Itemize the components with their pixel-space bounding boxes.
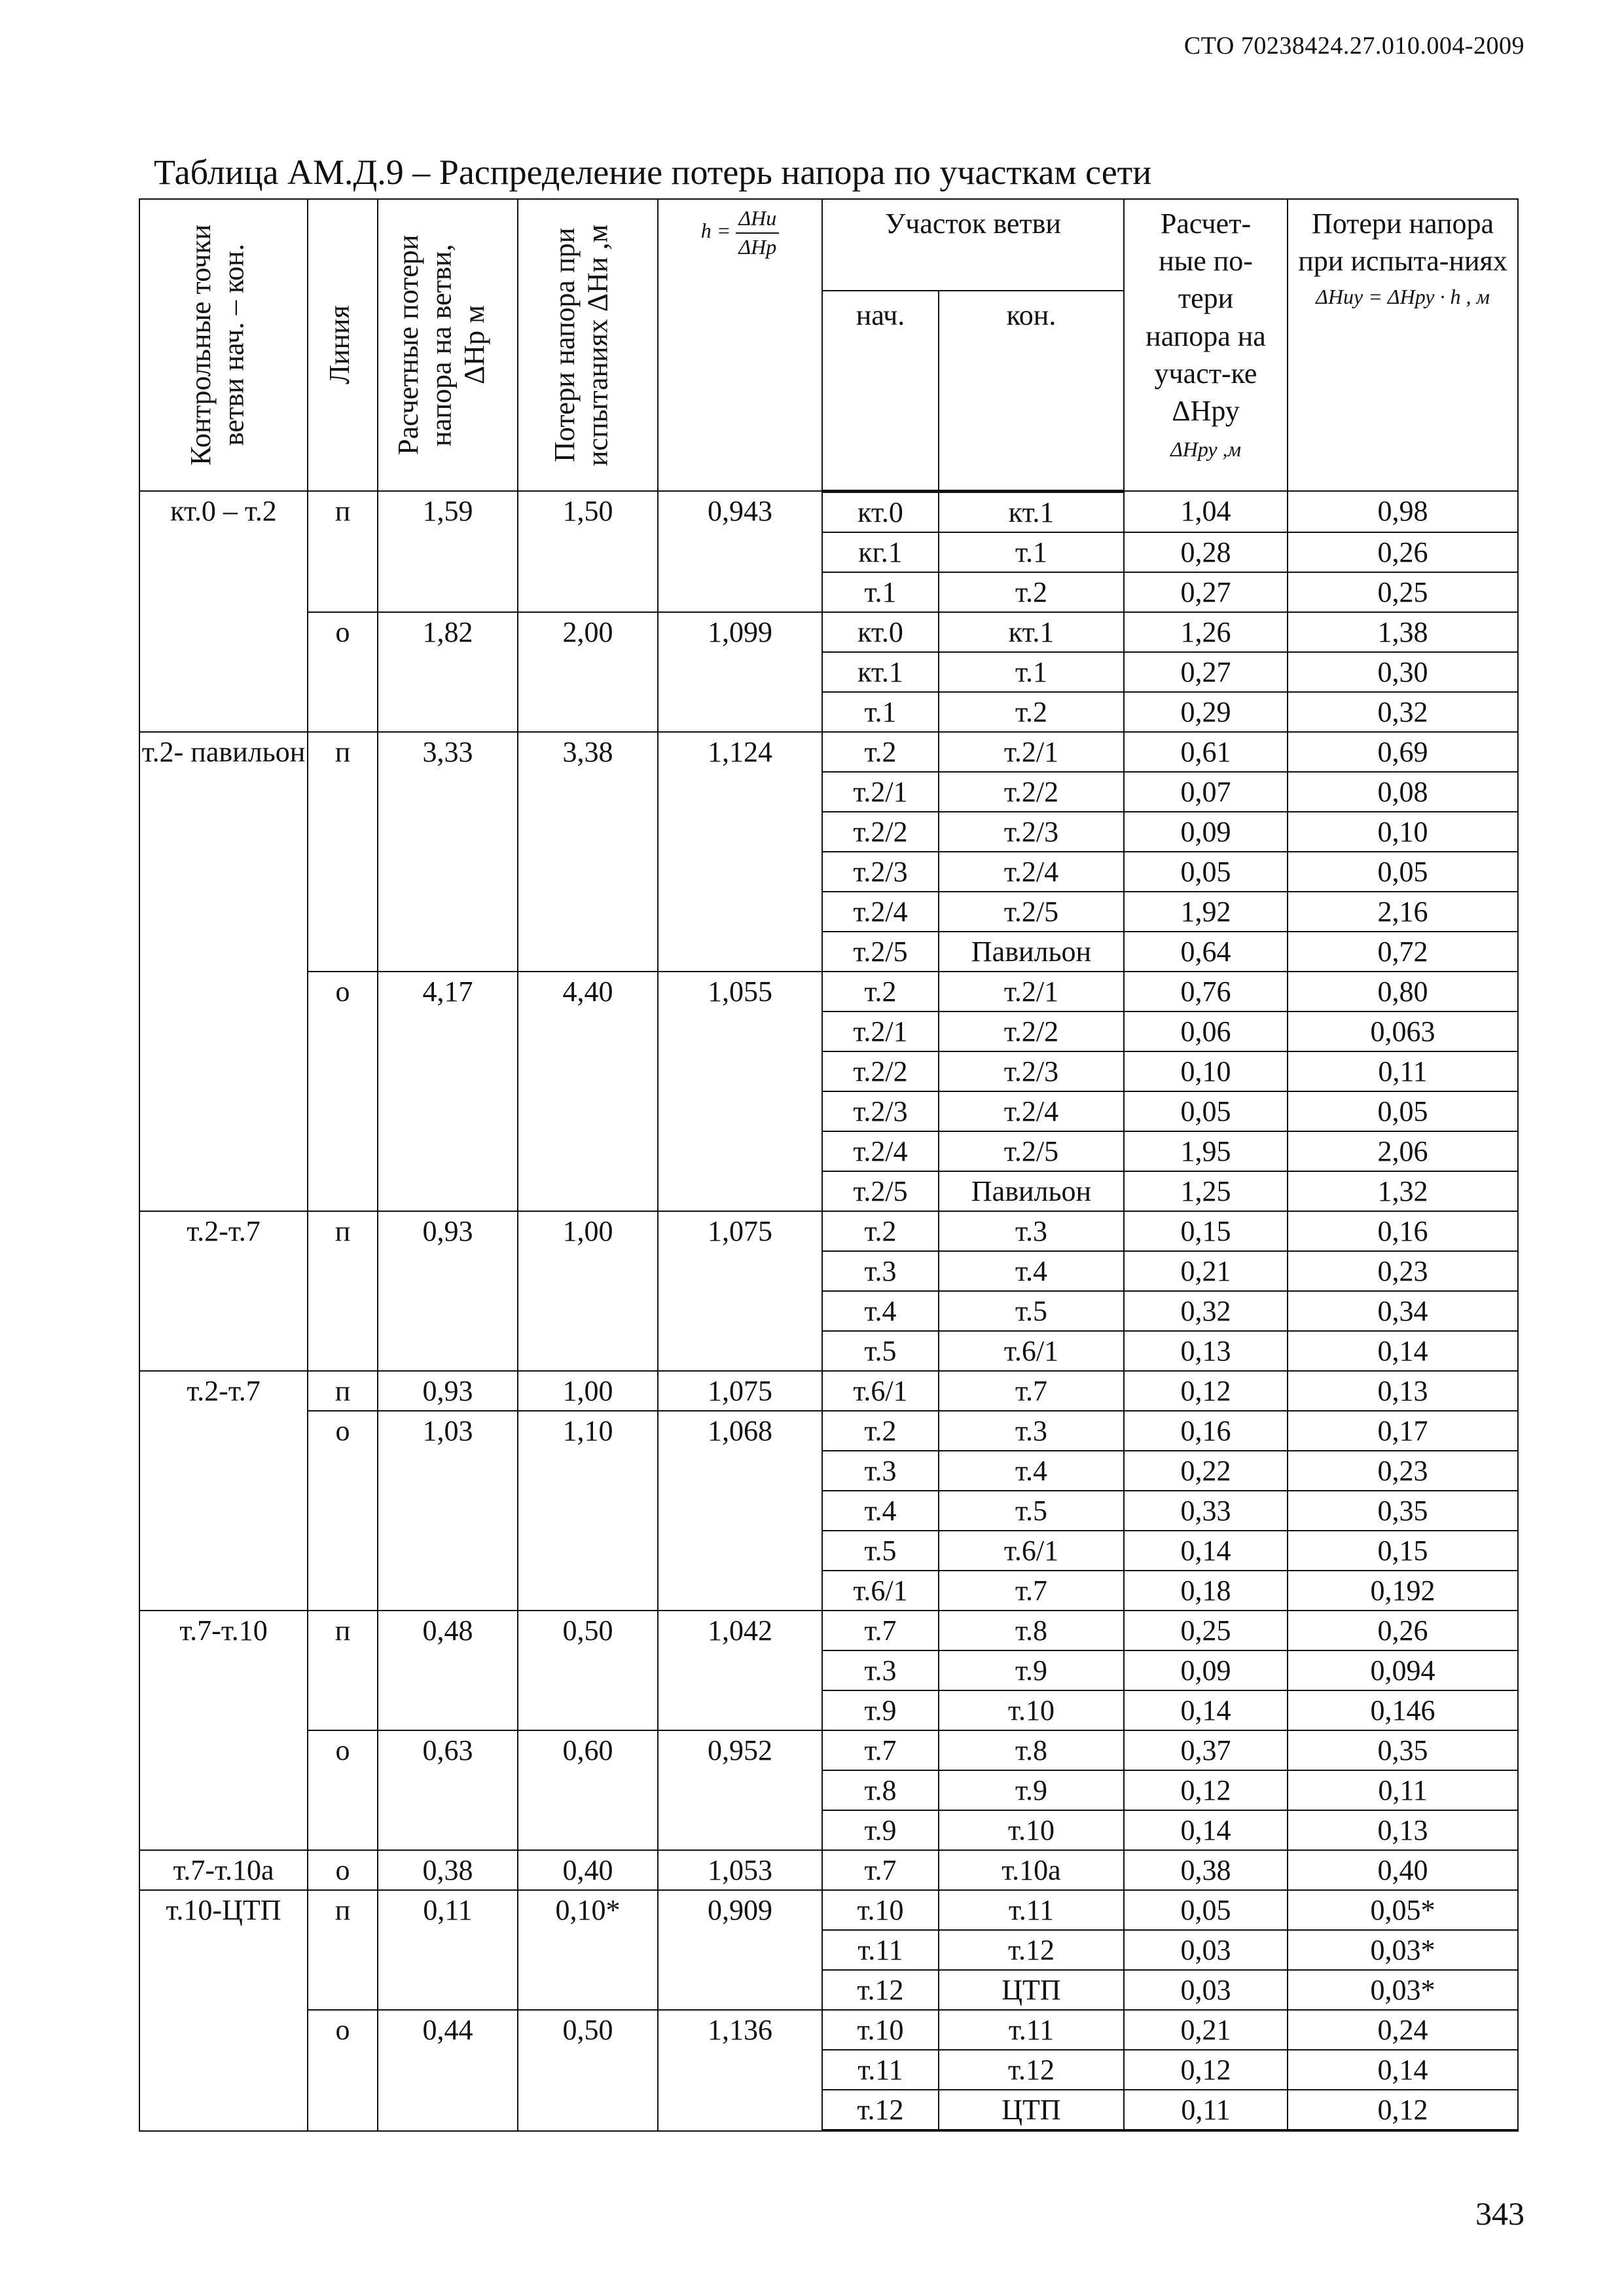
section-end-cell: кт.1 [939,612,1124,652]
test-section-loss-cell: 0,05* [1288,1890,1518,1930]
h-ratio-cell: 1,053 [658,1850,822,1890]
control-point-cell: кт.0 – т.2 [139,491,308,732]
test-section-loss-cell: 0,05 [1288,1091,1518,1131]
section-end-cell: т.2/3 [939,812,1124,852]
test-section-loss-cell: 0,14 [1288,2050,1518,2090]
calc-section-loss-cell: 0,05 [1124,1890,1288,1930]
section-end-cell: т.2/1 [939,732,1124,772]
calc-section-loss-cell: 0,09 [1124,1650,1288,1690]
test-loss-cell: 3,38 [518,732,658,972]
calc-loss-cell: 1,82 [378,612,518,732]
calc-loss-cell: 4,17 [378,972,518,1211]
section-start-cell: т.6/1 [822,1371,939,1411]
calc-section-loss-cell: 0,38 [1124,1850,1288,1890]
test-loss-cell: 2,00 [518,612,658,732]
section-end-cell: ЦТП [939,1970,1124,2010]
section-end-cell: т.1 [939,532,1124,572]
section-start-cell: т.9 [822,1690,939,1730]
test-section-loss-cell: 0,05 [1288,852,1518,892]
h-ratio-cell: 1,055 [658,972,822,1211]
section-end-cell: т.3 [939,1211,1124,1251]
line-cell: п [308,1890,378,2010]
calc-loss-cell: 0,48 [378,1611,518,1730]
calc-loss-cell: 0,44 [378,2010,518,2130]
document-code: СТО 70238424.27.010.004-2009 [1183,32,1525,60]
table-row [139,612,1518,652]
header-calc-section-loss: Расчет-ные по-тери напора на участ-ке ΔHру ΔHру ,м [1124,199,1288,491]
section-start-cell: т.5 [822,1331,939,1371]
test-section-loss-cell: 0,30 [1288,652,1518,692]
section-start-cell: т.4 [822,1291,939,1331]
h-ratio-cell: 0,909 [658,1890,822,2010]
section-end-cell: т.6/1 [939,1331,1124,1371]
test-section-loss-cell: 0,23 [1288,1251,1518,1291]
section-start-cell: т.12 [822,2090,939,2130]
section-end-cell: т.4 [939,1451,1124,1491]
h-ratio-cell: 0,943 [658,491,822,612]
test-section-loss-cell: 0,08 [1288,772,1518,812]
header-test-loss: Потери напора при испытаниях ΔHи ,м [518,199,658,491]
calc-loss-cell: 0,63 [378,1730,518,1850]
calc-loss-cell: 0,93 [378,1371,518,1411]
control-point-cell: т.2- павильон [139,732,308,1211]
calc-section-loss-cell: 0,61 [1124,732,1288,772]
pressure-loss-table [139,198,1519,2132]
test-section-loss-cell: 0,17 [1288,1411,1518,1451]
h-ratio-cell: 1,136 [658,2010,822,2130]
header-start: нач. [822,291,939,491]
section-start-cell: т.2/3 [822,1091,939,1131]
calc-loss-cell: 1,03 [378,1411,518,1611]
section-end-cell: т.7 [939,1571,1124,1611]
control-point-cell: т.2-т.7 [139,1371,308,1611]
section-end-cell: т.2/5 [939,1131,1124,1171]
header-test-section-loss: Потери напора при испыта-ниях ΔHиу = ΔHру · h , м [1288,199,1518,491]
table-row [139,1850,1518,1890]
test-section-loss-cell: 0,16 [1288,1211,1518,1251]
h-ratio-cell: 1,075 [658,1211,822,1371]
h-ratio-cell: 1,075 [658,1371,822,1411]
calc-loss-cell: 0,93 [378,1211,518,1371]
section-start-cell: т.11 [822,1930,939,1970]
test-section-loss-cell: 0,094 [1288,1650,1518,1690]
line-cell: п [308,491,378,612]
calc-section-loss-cell: 0,33 [1124,1491,1288,1531]
section-start-cell: т.9 [822,1810,939,1850]
section-end-cell: т.10 [939,1690,1124,1730]
calc-section-loss-cell: 0,03 [1124,1970,1288,2010]
table-row [139,1371,1518,1411]
section-end-cell: т.11 [939,1890,1124,1930]
section-end-cell: т.2/5 [939,892,1124,932]
test-section-loss-cell: 0,69 [1288,732,1518,772]
calc-section-loss-cell: 0,15 [1124,1211,1288,1251]
section-end-cell: т.3 [939,1411,1124,1451]
calc-section-loss-cell: 0,32 [1124,1291,1288,1331]
control-point-cell: т.7-т.10а [139,1850,308,1890]
header-end: кон. [939,291,1124,491]
line-cell: п [308,1371,378,1411]
calc-loss-cell: 1,59 [378,491,518,612]
calc-section-loss-cell: 0,28 [1124,532,1288,572]
section-end-cell: т.10 [939,1810,1124,1850]
table-row [139,1211,1518,1251]
calc-section-loss-cell: 0,76 [1124,972,1288,1011]
test-section-loss-cell: 0,03* [1288,1970,1518,2010]
section-start-cell: т.3 [822,1251,939,1291]
test-loss-cell: 1,00 [518,1371,658,1411]
test-section-loss-cell: 0,12 [1288,2090,1518,2130]
calc-loss-cell: 3,33 [378,732,518,972]
calc-section-loss-cell: 0,05 [1124,1091,1288,1131]
line-cell: о [308,1850,378,1890]
test-section-loss-cell: 0,14 [1288,1331,1518,1371]
test-section-loss-cell: 0,24 [1288,2010,1518,2050]
calc-section-loss-cell: 0,37 [1124,1730,1288,1770]
table-row [139,2010,1518,2050]
test-section-loss-cell: 0,34 [1288,1291,1518,1331]
table-row [139,1411,1518,1451]
table-caption: Таблица АМ.Д.9 – Распределение потерь напора по участкам сети [154,153,1152,192]
calc-section-loss-cell: 0,29 [1124,692,1288,732]
test-loss-cell: 0,60 [518,1730,658,1850]
section-start-cell: т.2 [822,1211,939,1251]
test-section-loss-cell: 2,06 [1288,1131,1518,1171]
section-end-cell: т.7 [939,1371,1124,1411]
test-loss-cell: 0,50 [518,2010,658,2130]
section-end-cell: т.8 [939,1730,1124,1770]
section-end-cell: Павильон [939,1171,1124,1211]
calc-section-loss-cell: 0,14 [1124,1810,1288,1850]
page-number: 343 [1475,2195,1525,2232]
test-section-loss-cell: 0,10 [1288,812,1518,852]
header-branch-section: Участок ветви [822,199,1124,291]
header-h-ratio: h = $\frac{\text{ΔHи}}{\text{ΔHр}}$ [658,199,822,491]
section-start-cell: т.10 [822,2010,939,2050]
h-ratio-cell: 0,952 [658,1730,822,1850]
section-end-cell: Павильон [939,932,1124,972]
calc-section-loss-cell: 0,27 [1124,652,1288,692]
calc-section-loss-cell: 0,27 [1124,572,1288,612]
section-start-cell: т.2 [822,972,939,1011]
section-start-cell: т.1 [822,572,939,612]
section-start-cell: кт.0 [822,612,939,652]
calc-section-loss-cell: 0,21 [1124,1251,1288,1291]
calc-section-loss-cell: 0,12 [1124,1770,1288,1810]
calc-loss-cell: 0,38 [378,1850,518,1890]
section-end-cell: т.2 [939,692,1124,732]
test-loss-cell: 0,50 [518,1611,658,1730]
calc-section-loss-cell: 1,25 [1124,1171,1288,1211]
calc-section-loss-cell: 0,14 [1124,1531,1288,1571]
test-section-loss-cell: 0,80 [1288,972,1518,1011]
section-start-cell: т.1 [822,692,939,732]
test-section-loss-cell: 0,40 [1288,1850,1518,1890]
calc-section-loss-cell: 0,25 [1124,1611,1288,1650]
test-section-loss-cell: 0,063 [1288,1011,1518,1051]
section-start-cell: т.3 [822,1451,939,1491]
line-cell: о [308,972,378,1211]
test-section-loss-cell: 1,38 [1288,612,1518,652]
calc-loss-cell: 0,11 [378,1890,518,2010]
line-cell: о [308,1730,378,1850]
header-line: Линия [308,199,378,491]
test-section-loss-cell: 0,23 [1288,1451,1518,1491]
calc-section-loss-cell: 0,06 [1124,1011,1288,1051]
calc-section-loss-cell: 0,05 [1124,852,1288,892]
section-start-cell: кг.1 [822,532,939,572]
section-end-cell: т.4 [939,1251,1124,1291]
section-end-cell: т.2/2 [939,772,1124,812]
test-section-loss-cell: 0,11 [1288,1770,1518,1810]
section-start-cell: т.12 [822,1970,939,2010]
test-section-loss-cell: 0,98 [1288,491,1518,532]
test-loss-cell: 0,10* [518,1890,658,2010]
calc-section-loss-cell: 1,95 [1124,1131,1288,1171]
section-end-cell: т.2 [939,572,1124,612]
section-start-cell: т.11 [822,2050,939,2090]
line-cell: о [308,612,378,732]
section-end-cell: т.12 [939,2050,1124,2090]
line-cell: п [308,732,378,972]
calc-section-loss-cell: 0,18 [1124,1571,1288,1611]
section-start-cell: т.2 [822,1411,939,1451]
test-section-loss-cell: 0,35 [1288,1491,1518,1531]
test-section-loss-cell: 0,11 [1288,1051,1518,1091]
section-start-cell: т.7 [822,1611,939,1650]
section-start-cell: т.2/5 [822,932,939,972]
section-end-cell: ЦТП [939,2090,1124,2130]
section-start-cell: т.2/2 [822,1051,939,1091]
calc-section-loss-cell: 0,09 [1124,812,1288,852]
test-loss-cell: 4,40 [518,972,658,1211]
calc-section-loss-cell: 0,16 [1124,1411,1288,1451]
section-end-cell: т.8 [939,1611,1124,1650]
calc-section-loss-cell: 0,12 [1124,1371,1288,1411]
test-loss-cell: 1,50 [518,491,658,612]
section-start-cell: т.2/4 [822,892,939,932]
h-ratio-cell: 1,099 [658,612,822,732]
section-end-cell: т.9 [939,1770,1124,1810]
line-cell: о [308,1411,378,1611]
section-end-cell: т.2/4 [939,1091,1124,1131]
test-section-loss-cell: 0,72 [1288,932,1518,972]
calc-section-loss-cell: 0,14 [1124,1690,1288,1730]
section-start-cell: т.2 [822,732,939,772]
section-start-cell: т.10 [822,1890,939,1930]
test-section-loss-cell: 0,13 [1288,1810,1518,1850]
calc-section-loss-cell: 1,04 [1124,491,1288,532]
calc-section-loss-cell: 0,64 [1124,932,1288,972]
section-start-cell: т.2/1 [822,1011,939,1051]
calc-section-loss-cell: 0,11 [1124,2090,1288,2130]
section-end-cell: т.2/2 [939,1011,1124,1051]
section-start-cell: т.5 [822,1531,939,1571]
table-row [139,1730,1518,1770]
section-end-cell: т.12 [939,1930,1124,1970]
section-end-cell: т.2/3 [939,1051,1124,1091]
calc-section-loss-cell: 0,21 [1124,2010,1288,2050]
section-end-cell: т.10а [939,1850,1124,1890]
section-start-cell: т.7 [822,1850,939,1890]
h-ratio-cell: 1,124 [658,732,822,972]
test-section-loss-cell: 0,146 [1288,1690,1518,1730]
section-start-cell: т.7 [822,1730,939,1770]
control-point-cell: т.10-ЦТП [139,1890,308,2130]
section-end-cell: кт.1 [939,491,1124,532]
test-section-loss-cell: 0,35 [1288,1730,1518,1770]
test-loss-cell: 0,40 [518,1850,658,1890]
section-end-cell: т.6/1 [939,1531,1124,1571]
line-cell: п [308,1611,378,1730]
test-section-loss-cell: 0,192 [1288,1571,1518,1611]
calc-section-loss-cell: 0,10 [1124,1051,1288,1091]
table-filler-row [139,2130,1518,2131]
h-ratio-cell: 1,042 [658,1611,822,1730]
section-start-cell: т.2/1 [822,772,939,812]
calc-section-loss-cell: 0,12 [1124,2050,1288,2090]
calc-section-loss-cell: 0,07 [1124,772,1288,812]
section-start-cell: т.3 [822,1650,939,1690]
test-section-loss-cell: 0,25 [1288,572,1518,612]
h-ratio-cell: 1,068 [658,1411,822,1611]
table-row [139,491,1518,532]
test-loss-cell: 1,10 [518,1411,658,1611]
test-loss-cell: 1,00 [518,1211,658,1371]
section-end-cell: т.5 [939,1291,1124,1331]
test-section-loss-cell: 0,26 [1288,1611,1518,1650]
test-section-loss-cell: 0,15 [1288,1531,1518,1571]
test-section-loss-cell: 0,32 [1288,692,1518,732]
section-start-cell: кт.0 [822,491,939,532]
control-point-cell: т.7-т.10 [139,1611,308,1850]
section-start-cell: т.2/5 [822,1171,939,1211]
section-start-cell: кт.1 [822,652,939,692]
header-control-points: Контрольные точки ветви нач. – кон. [139,199,308,491]
calc-section-loss-cell: 0,03 [1124,1930,1288,1970]
calc-section-loss-cell: 0,22 [1124,1451,1288,1491]
section-end-cell: т.2/4 [939,852,1124,892]
table-row [139,972,1518,1011]
test-section-loss-cell: 1,32 [1288,1171,1518,1211]
calc-section-loss-cell: 1,92 [1124,892,1288,932]
table-row [139,732,1518,772]
section-start-cell: т.2/4 [822,1131,939,1171]
section-end-cell: т.11 [939,2010,1124,2050]
section-end-cell: т.5 [939,1491,1124,1531]
section-end-cell: т.1 [939,652,1124,692]
section-end-cell: т.9 [939,1650,1124,1690]
table-row [139,1890,1518,1930]
test-section-loss-cell: 2,16 [1288,892,1518,932]
table-row [139,1611,1518,1650]
test-section-loss-cell: 0,13 [1288,1371,1518,1411]
section-start-cell: т.6/1 [822,1571,939,1611]
section-start-cell: т.8 [822,1770,939,1810]
line-cell: о [308,2010,378,2130]
section-start-cell: т.2/3 [822,852,939,892]
calc-section-loss-cell: 1,26 [1124,612,1288,652]
control-point-cell: т.2-т.7 [139,1211,308,1371]
section-start-cell: т.2/2 [822,812,939,852]
test-section-loss-cell: 0,26 [1288,532,1518,572]
section-start-cell: т.4 [822,1491,939,1531]
test-section-loss-cell: 0,03* [1288,1930,1518,1970]
header-calc-loss: Расчетные потери напора на ветви, ΔHр м [378,199,518,491]
calc-section-loss-cell: 0,13 [1124,1331,1288,1371]
section-end-cell: т.2/1 [939,972,1124,1011]
line-cell: п [308,1211,378,1371]
